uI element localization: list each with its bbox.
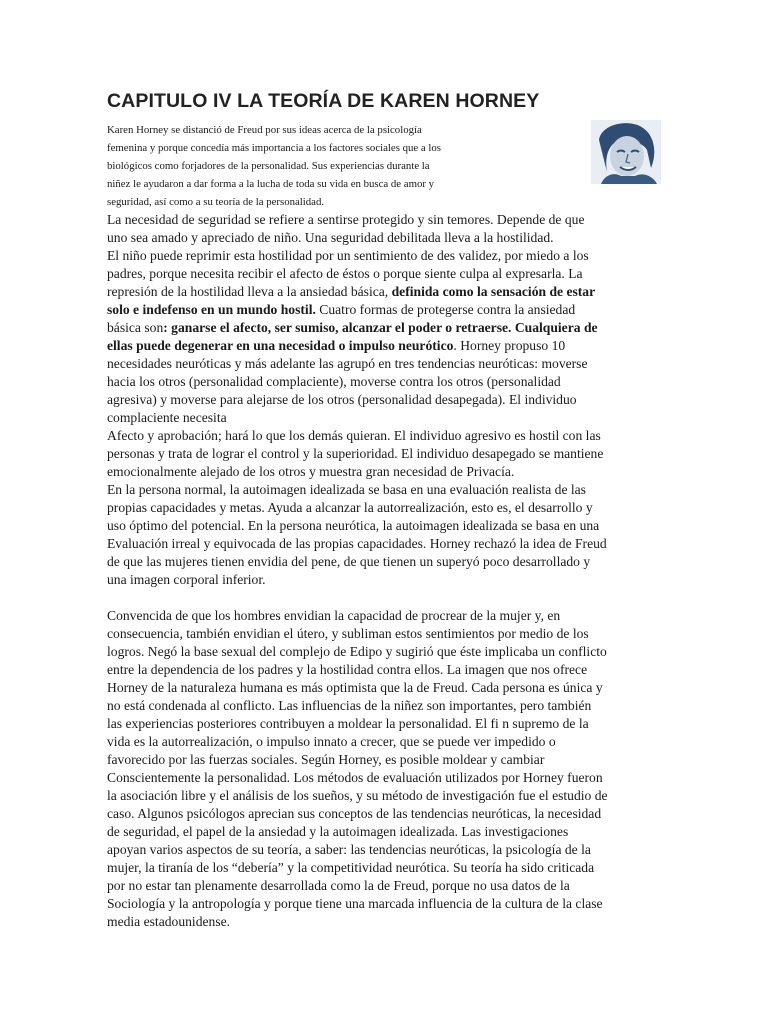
body-paragraph-1 bbox=[107, 211, 659, 589]
body-paragraph-2 bbox=[107, 607, 659, 931]
text-line: uno sea amado y apreciado de niño. Una seguridad debilitada lleva a la hostilidad. bbox=[107, 230, 554, 245]
text-line: mujer, la tiranía de los “debería” y la competitividad neurótica. Su teoría ha sido criticada bbox=[107, 860, 595, 875]
text-line: Horney de la naturaleza humana es más optimista que la de Freud. Cada persona es única y bbox=[107, 680, 603, 695]
text-run: represión de la hostilidad lleva a la ansiedad básica, bbox=[107, 284, 392, 299]
text-run: básica son bbox=[107, 320, 164, 335]
text-line: la asociación libre y el análisis de los sueños, y su método de investigación fue el estudio de bbox=[107, 788, 608, 803]
bold-text-run: ellas puede degenerar en una necesidad o impulso neurótico bbox=[107, 338, 454, 353]
text-line: En la persona normal, la autoimagen idealizada se basa en una evaluación realista de las bbox=[107, 482, 586, 497]
text-line: Conscientemente la personalidad. Los métodos de evaluación utilizados por Horney fueron bbox=[107, 770, 603, 785]
text-line: Convencida de que los hombres envidian la capacidad de procrear de la mujer y, en bbox=[107, 608, 561, 623]
intro-paragraph bbox=[107, 121, 659, 211]
text-line: apoyan varios aspectos de su teoría, a saber: las tendencias neuróticas, la psicología de la bbox=[107, 842, 591, 857]
text-line: necesidades neuróticas y más adelante las agrupó en tres tendencias neuróticas: moverse bbox=[107, 356, 588, 371]
paragraph-gap bbox=[107, 589, 659, 607]
text-line: por no estar tan plenamente desarrollada como la de Freud, porque no usa datos de la bbox=[107, 878, 570, 893]
text-line: hacia los otros (personalidad complaciente), moverse contra los otros (personalidad bbox=[107, 374, 561, 389]
text-line: una imagen corporal inferior. bbox=[107, 572, 266, 587]
text-line: uso óptimo del potencial. En la persona neurótica, la autoimagen idealizada se basa en una bbox=[107, 518, 600, 533]
text-line: emocionalmente alejado de los otros y muestra gran necesidad de Privacía. bbox=[107, 464, 515, 479]
text-line: La necesidad de seguridad se refiere a sentirse protegido y sin temores. Depende de que bbox=[107, 212, 585, 227]
text-line bbox=[107, 283, 659, 301]
text-line: complaciente necesita bbox=[107, 410, 227, 425]
text-line: caso. Algunos psicólogos aprecian sus conceptos de las tendencias neuróticas, la necesidad bbox=[107, 806, 602, 821]
text-line: de seguridad, el papel de la ansiedad y la autoimagen idealizada. Las investigaciones bbox=[107, 824, 569, 839]
text-line: entre la dependencia de los padres y la hostilidad contra ellos. La imagen que nos ofrece bbox=[107, 662, 588, 677]
text-run: . Horney propuso 10 bbox=[453, 338, 566, 353]
text-line: biológicos como forjadores de la personalidad. Sus experiencias durante la bbox=[107, 160, 430, 172]
text-line: de que las mujeres tienen envidia del pene, de que tienen un superyó poco desarrollado y bbox=[107, 554, 591, 569]
text-line bbox=[107, 301, 659, 319]
text-line: logros. Negó la base sexual del complejo de Edipo y sugirió que éste implicaba un conflicto bbox=[107, 644, 607, 659]
text-line: niñez le ayudaron a dar forma a la lucha de toda su vida en busca de amor y bbox=[107, 178, 435, 190]
text-line: Sociología y la antropología y porque tiene una marcada influencia de la cultura de la clase bbox=[107, 896, 603, 911]
text-line: femenina y porque concedía más importancia a los factores sociales que a los bbox=[107, 142, 441, 154]
text-line: favorecido por las fuerzas sociales. Según Horney, es posible moldear y cambiar bbox=[107, 752, 545, 767]
text-line bbox=[107, 319, 659, 337]
document-page bbox=[107, 90, 659, 931]
text-line: vida es la autorrealización, o impulso innato a crecer, que se puede ver impedido o bbox=[107, 734, 556, 749]
text-line: personas y trata de lograr el control y la superioridad. El individuo desapegado se mantiene bbox=[107, 446, 604, 461]
text-run: Cuatro formas de protegerse contra la ansiedad bbox=[315, 302, 576, 317]
text-line bbox=[107, 337, 659, 355]
text-line: padres, porque necesita recibir el afecto de éstos o porque siente culpa al expresarla. La bbox=[107, 266, 583, 281]
page-title: CAPITULO IV LA TEORÍA DE KAREN HORNEY bbox=[107, 90, 540, 112]
text-line: no está condenada al conflicto. Las influencias de la niñez son importantes, pero también bbox=[107, 698, 592, 713]
text-line: media estadounidense. bbox=[107, 914, 231, 929]
text-line: seguridad, así como a su teoría de la personalidad. bbox=[107, 196, 325, 208]
text-line: consecuencia, también envidian el útero, y subliman estos sentimientos por medio de los bbox=[107, 626, 589, 641]
text-line: Afecto y aprobación; hará lo que los demás quieran. El individuo agresivo es hostil con las bbox=[107, 428, 601, 443]
bold-text-run: definida como la sensación de estar bbox=[391, 284, 596, 299]
text-line: Karen Horney se distanció de Freud por sus ideas acerca de la psicología bbox=[107, 124, 422, 136]
text-line: propias capacidades y metas. Ayuda a alcanzar la autorrealización, esto es, el desarrollo y bbox=[107, 500, 593, 515]
text-line: agresiva) y moverse para alejarse de los otros (personalidad desapegada). El individuo bbox=[107, 392, 577, 407]
text-line: las experiencias posteriores contribuyen a moldear la personalidad. El fi n supremo de la bbox=[107, 716, 589, 731]
bold-text-run: solo e indefenso en un mundo hostil. bbox=[107, 302, 316, 317]
intro-block bbox=[107, 121, 659, 211]
bold-text-run: : ganarse el afecto, ser sumiso, alcanzar el poder o retraerse. Cualquiera de bbox=[163, 320, 598, 335]
text-line: Evaluación irreal y equivocada de las propias capacidades. Horney rechazó la idea de Freud bbox=[107, 536, 607, 551]
text-line: El niño puede reprimir esta hostilidad por un sentimiento de des validez, por miedo a los bbox=[107, 248, 589, 263]
karen-horney-portrait-icon bbox=[591, 120, 661, 184]
